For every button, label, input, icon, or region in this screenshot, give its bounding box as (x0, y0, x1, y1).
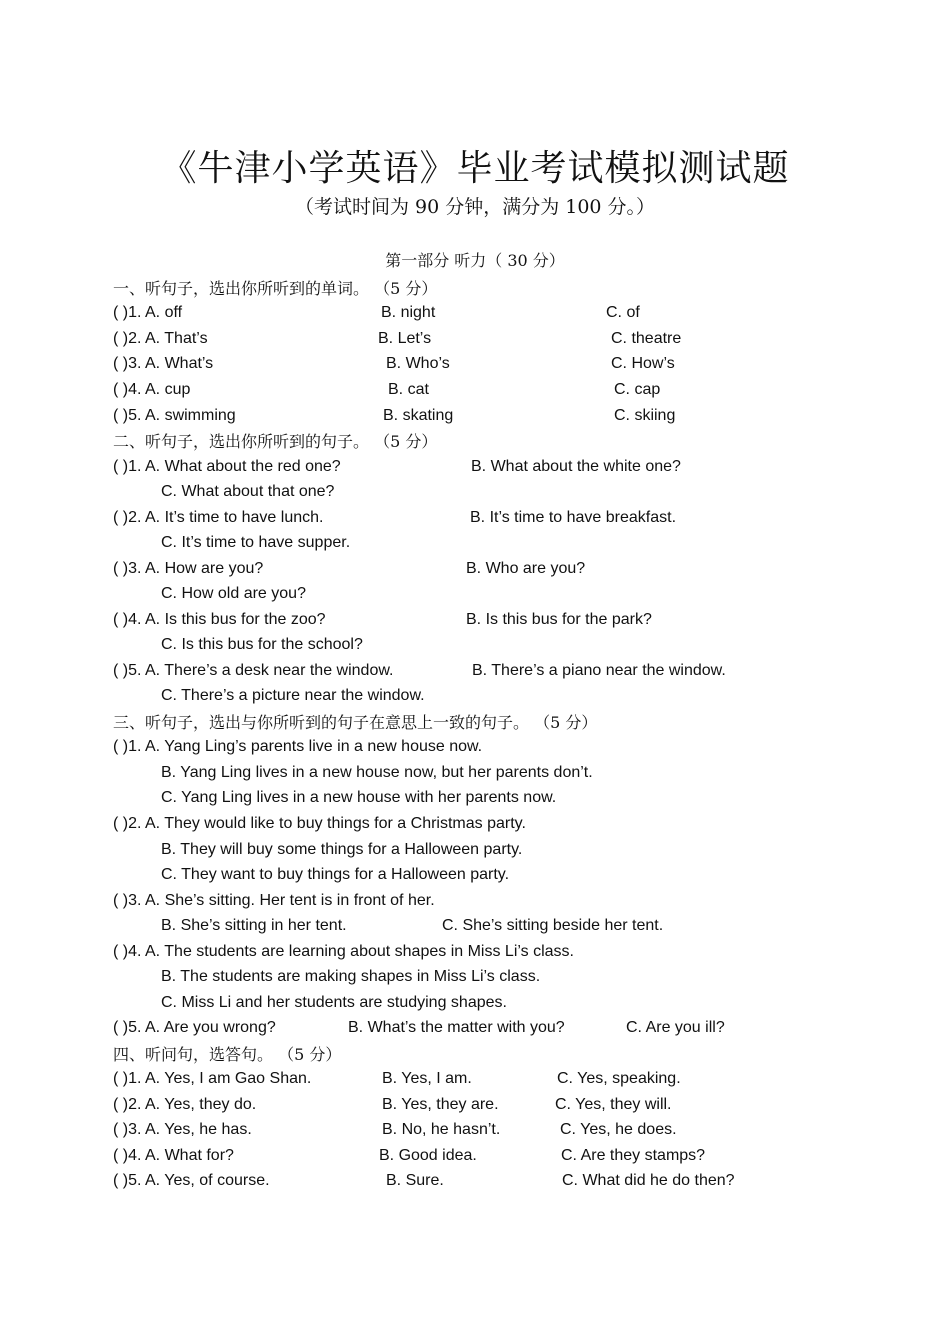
question-option-b: B. Yang Ling lives in a new house now, but her parents don’t. (161, 764, 593, 781)
question-option-a: ( )4. A. The students are learning about shapes in Miss Li’s class. (113, 943, 574, 960)
section-heading: 二、听句子，选出你所听到的句子。 （5 分） (113, 432, 438, 451)
question-option-a: ( )1. A. off (113, 304, 183, 321)
question-option-c: C. There’s a picture near the window. (161, 687, 425, 704)
question-option-c: C. Are they stamps? (561, 1147, 706, 1164)
question-option-a: ( )3. A. How are you? (113, 560, 264, 577)
question-option-b: B. Good idea. (379, 1147, 477, 1164)
question-option-b: B. No, he hasn’t. (382, 1121, 501, 1138)
question-option-a: ( )2. A. Yes, they do. (113, 1096, 257, 1113)
question-option-a: ( )5. A. There’s a desk near the window. (113, 662, 394, 679)
question-option-c: C. They want to buy things for a Halloween party. (161, 866, 510, 883)
question-option-c: C. What about that one? (161, 483, 335, 500)
question-option-c: C. Yes, speaking. (557, 1070, 681, 1087)
question-option-b: B. What’s the matter with you? (348, 1019, 565, 1036)
question-option-a: ( )4. A. What for? (113, 1147, 234, 1164)
question-option-a: ( )3. A. She’s sitting. Her tent is in front of her. (113, 892, 435, 909)
question-option-b: B. There’s a piano near the window. (472, 662, 726, 679)
question-option-b: B. They will buy some things for a Halloween party. (161, 841, 523, 858)
question-option-a: ( )1. A. What about the red one? (113, 458, 341, 475)
question-option-c: C. Is this bus for the school? (161, 636, 363, 653)
question-option-b: B. It’s time to have breakfast. (470, 509, 677, 526)
page-title: 《牛津小学英语》毕业考试模拟测试题 (160, 148, 790, 189)
question-option-a: ( )2. A. It’s time to have lunch. (113, 509, 324, 526)
question-option-a: ( )5. A. swimming (113, 407, 236, 424)
question-option-c: C. Yes, he does. (560, 1121, 677, 1138)
question-option-a: ( )1. A. Yang Ling’s parents live in a new house now. (113, 738, 483, 755)
question-option-b: B. skating (383, 407, 454, 424)
question-option-c: C. cap (614, 381, 661, 398)
question-option-b: B. Who are you? (466, 560, 586, 577)
question-option-a: ( )1. A. Yes, I am Gao Shan. (113, 1070, 312, 1087)
question-option-a: ( )4. A. Is this bus for the zoo? (113, 611, 326, 628)
question-option-b: B. Let’s (378, 330, 432, 347)
question-option-b: B. night (381, 304, 436, 321)
question-option-b: B. Who’s (386, 355, 450, 372)
question-option-b: B. What about the white one? (471, 458, 681, 475)
question-option-c: C. skiing (614, 407, 676, 424)
question-option-c: C. of (606, 304, 640, 321)
question-option-c: C. How’s (611, 355, 675, 372)
question-option-a: ( )4. A. cup (113, 381, 191, 398)
question-option-c: C. It’s time to have supper. (161, 534, 351, 551)
section-heading: 四、听问句，选答句。 （5 分） (113, 1045, 342, 1064)
question-option-a: ( )2. A. They would like to buy things for a Christmas party. (113, 815, 526, 832)
question-option-b: B. cat (388, 381, 429, 398)
section-heading: 三、听句子，选出与你所听到的句子在意思上一致的句子。 （5 分） (113, 713, 598, 732)
question-option-b: B. Is this bus for the park? (466, 611, 652, 628)
question-option-c: C. theatre (611, 330, 682, 347)
question-option-a: ( )5. A. Are you wrong? (113, 1019, 276, 1036)
question-option-c: C. How old are you? (161, 585, 306, 602)
question-option-b: B. Yes, they are. (382, 1096, 499, 1113)
exam-info: （考试时间为 90 分钟，满分为 100 分。） (294, 196, 656, 218)
section-heading: 一、听句子，选出你所听到的单词。 （5 分） (113, 279, 438, 298)
question-option-a: ( )3. A. Yes, he has. (113, 1121, 252, 1138)
question-option-a: ( )5. A. Yes, of course. (113, 1172, 270, 1189)
question-option-b: B. The students are making shapes in Miss Li’s class. (161, 968, 541, 985)
question-option-b: B. Sure. (386, 1172, 444, 1189)
question-option-c: C. What did he do then? (562, 1172, 735, 1189)
question-option-b: B. Yes, I am. (382, 1070, 472, 1087)
question-option-c: C. She’s sitting beside her tent. (442, 917, 664, 934)
question-option-c: C. Yang Ling lives in a new house with her parents now. (161, 789, 557, 806)
question-option-a: ( )3. A. What’s (113, 355, 214, 372)
question-option-c: C. Miss Li and her students are studying shapes. (161, 994, 507, 1011)
question-option-c: C. Yes, they will. (555, 1096, 672, 1113)
question-option-a: ( )2. A. That’s (113, 330, 208, 347)
question-option-b: B. She’s sitting in her tent. (161, 917, 347, 934)
part-heading: 第一部分 听力（ 30 分） (385, 251, 565, 270)
question-option-c: C. Are you ill? (626, 1019, 725, 1036)
